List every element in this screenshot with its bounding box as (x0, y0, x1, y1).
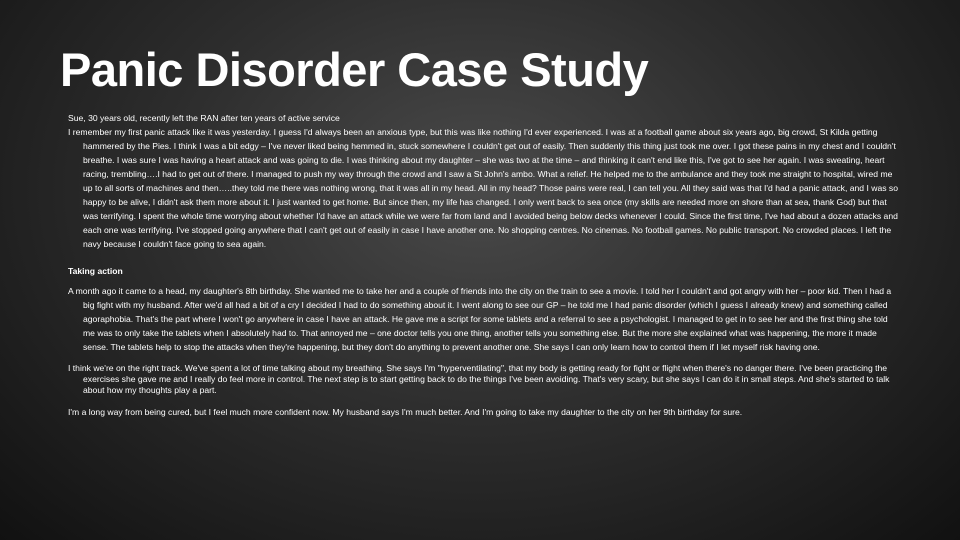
intro-line: Sue, 30 years old, recently left the RAN after ten years of active service (68, 113, 340, 123)
action-paragraph-3: I'm a long way from being cured, but I feel much more confident now. My husband says I'm much better. And I'm going to take my daughter to the city on her 9th birthday for sure. (68, 407, 743, 417)
action-paragraph-1: A month ago it came to a head, my daughter's 8th birthday. She wanted me to take her and a couple of friends into the city on the train to see a movie. I told her I couldn't and got angry with her – poor kid. Then I had a big fight with my husband. After we'd all had a bit of a cry I decided I had to do something about it. I went along to see our GP – he told me I had panic disorder (which I guess I already knew) and something called agoraphobia. That's the part where I won't go anywhere in case I have an attack. He gave me a script for some tablets and a referral to see a psychologist. I managed to get in to see her and the first thing she told me was to only take the tablets when I absolutely had to. That annoyed me – one doctor tells you one thing, another tells you something else. But the more she explained what was happening, the more it made sense. The tablets help to stop the attacks when they're happening, but they don't do anything to prevent another one. She says I can only learn how to control them if I let myself risk having one. (68, 286, 892, 352)
story-paragraph: I remember my first panic attack like it was yesterday. I guess I'd always been an anxious type, but this was like nothing I'd ever experienced. I was at a football game about six years ago, big crowd, St Kilda getting hammered by the Pies. I think I was a bit edgy – I've never liked being hemmed in, stuck somewhere I couldn't get out of easily. Then suddenly this thing just took me over. I got these pains in my chest and I couldn't breathe. I was sure I was having a heart attack and was going to die. I was thinking about my daughter – she was two at the time – and thinking it can't end like this, I've got to see her again. I was sweating, heart racing, trembling….I had to get out of there. I managed to push my way through the crowd and I saw a St John's ambo. What a relief. He helped me to the ambulance and they took me straight to hospital, wired me up to all sorts of machines and then…..they told me there was nothing wrong, that it was all in my head. All in my head? Those pains were real, I can tell you. All they said was that I'd had a panic attack, and I was so happy to be alive, I didn't ask them more about it. I just wanted to get home. But since then, my life has changed. I only went back to sea once (my skills are needed more on shore than at sea, thank God) but that was terrifying. I spent the whole time worrying about whether I'd have an attack while we were far from land and I avoided being below decks whenever I could. Since the first time, I've had about a dozen attacks and each one was terrifying. I've stopped going anywhere that I can't get out of easily in case I have another one. No shopping centres. No cinemas. No football games. No public transport. No crowded places. I left the navy because I couldn't face going to sea again. (68, 127, 898, 249)
section-heading: Taking action (68, 266, 123, 276)
slide-content (68, 111, 902, 419)
action-paragraph-2: I think we're on the right track. We've spent a lot of time talking about my breathing. She says I'm "hyperventilating", that my body is getting ready for fight or flight when there's no danger there. I've been practicing the exercises she gave me and I really do feel more in control. The next step is to start getting back to do the things I've been avoiding. That's very scary, but she says I can do it in small steps. And she's started to talk about how my thoughts play a part. (68, 363, 890, 395)
page-title: Panic Disorder Case Study (60, 43, 649, 96)
